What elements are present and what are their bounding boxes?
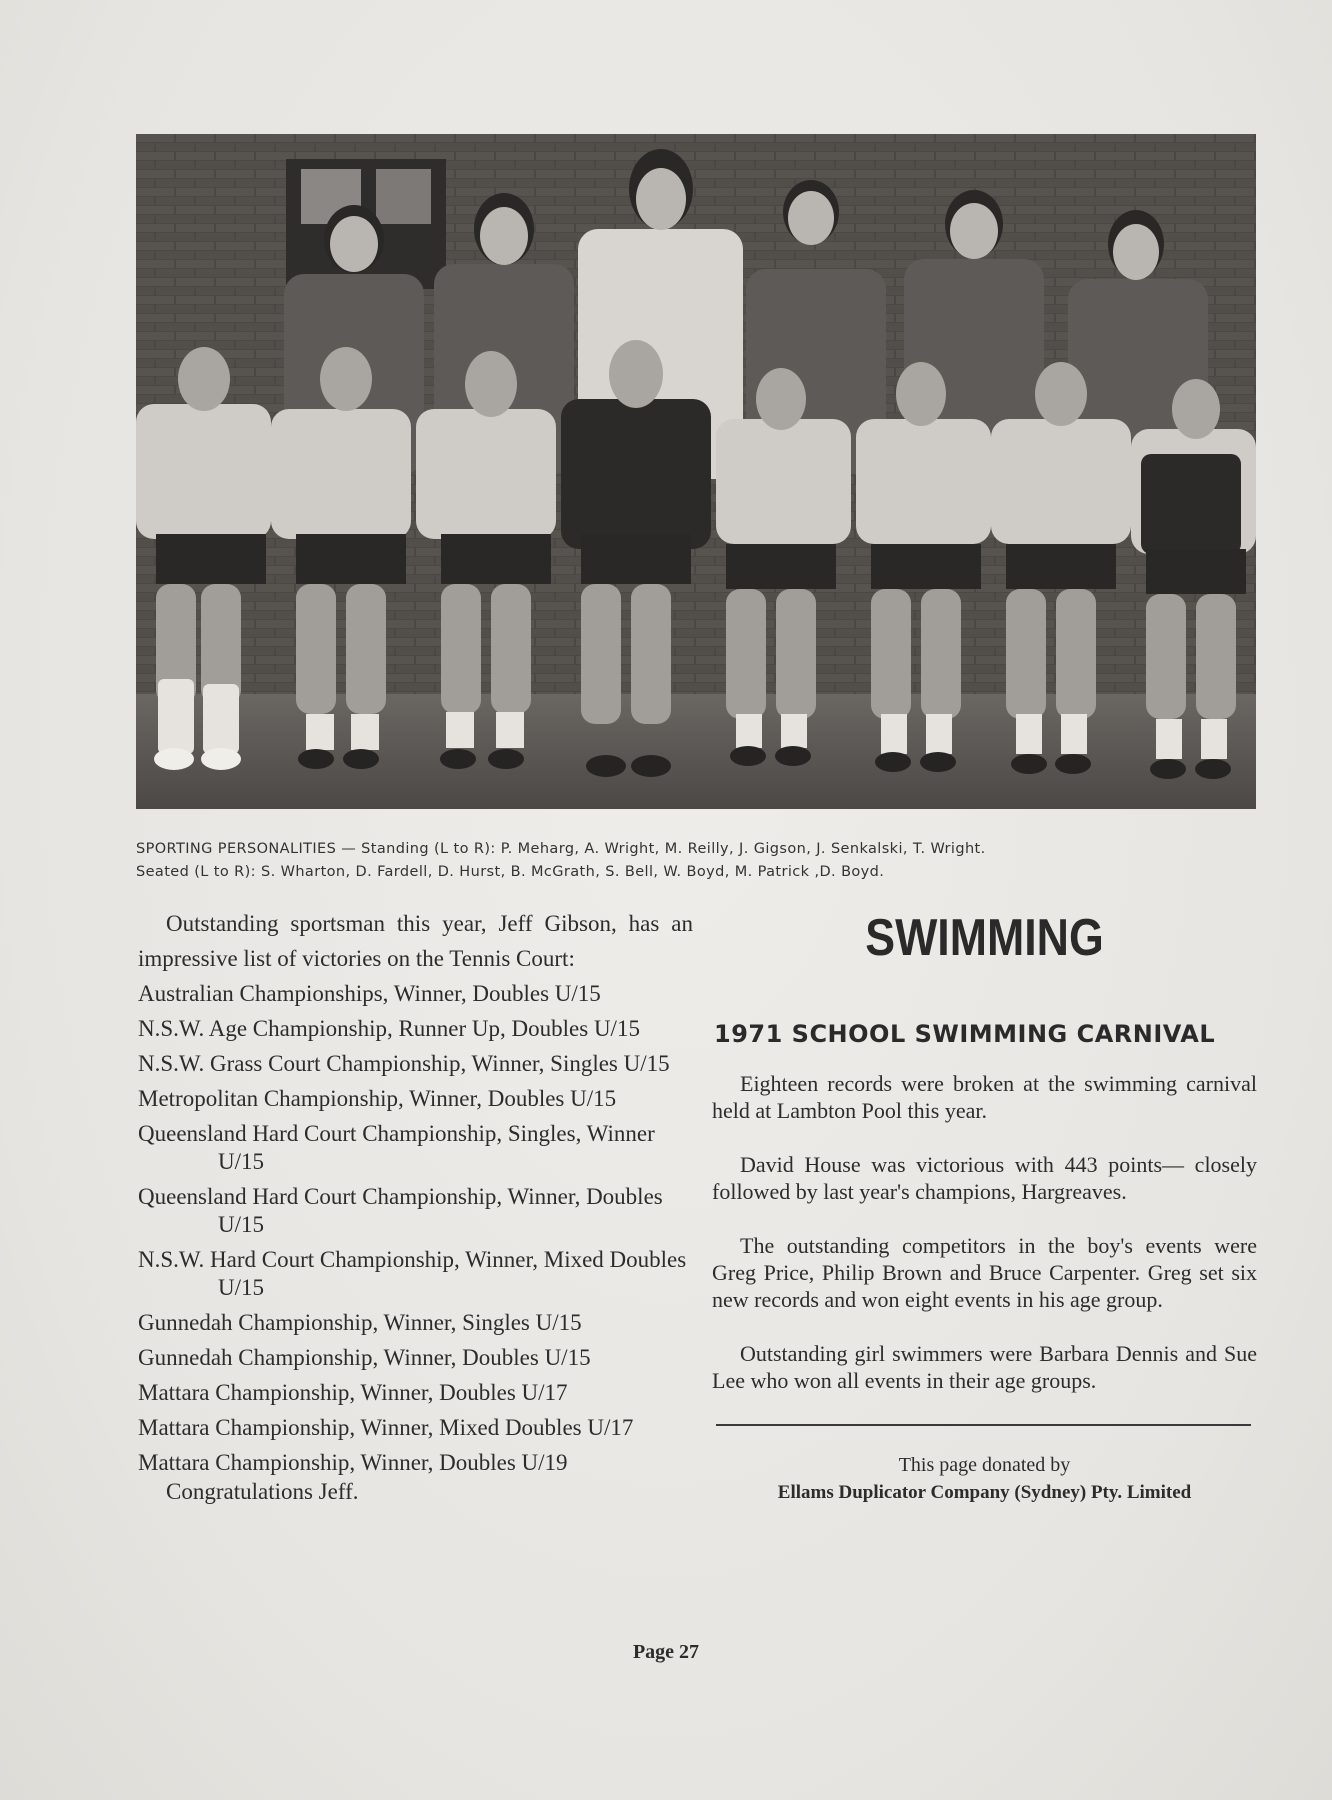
swimming-column (712, 906, 1257, 1506)
section-title: SWIMMING (865, 909, 1104, 967)
carnival-subtitle: 1971 SCHOOL SWIMMING CARNIVAL (714, 1020, 1216, 1048)
tennis-column (138, 906, 693, 1506)
swimming-paragraph: The outstanding competitors in the boy's events were Greg Price, Philip Brown and Bruce Carpenter. Greg set six new records and won eight events in his age group. (712, 1233, 1257, 1312)
caption-line-seated: Seated (L to R): S. Wharton, D. Fardell, D. Hurst, B. McGrath, S. Bell, W. Boyd, M. Patrick ,D. Boyd. (136, 864, 885, 880)
victory-item: N.S.W. Age Championship, Runner Up, Doubles U/15 (138, 1016, 640, 1041)
caption-standing-names: — Standing (L to R): P. Meharg, A. Wright, M. Reilly, J. Gigson, J. Senkalski, T. Wright. (341, 841, 986, 857)
victory-item: Queensland Hard Court Championship, Winner, Doubles U/15 (138, 1184, 663, 1237)
caption-line-standing (136, 838, 1266, 861)
victory-item: Australian Championships, Winner, Doubles U/15 (138, 981, 601, 1006)
victory-item: Queensland Hard Court Championship, Singles, Winner U/15 (138, 1121, 655, 1174)
group-photo-icon (136, 134, 1256, 809)
victory-item: Mattara Championship, Winner, Mixed Doubles U/17 (138, 1415, 634, 1440)
victory-item: Mattara Championship, Winner, Doubles U/17 (138, 1380, 568, 1405)
donated-label: This page donated by (898, 1454, 1071, 1476)
caption-lead: SPORTING PERSONALITIES (136, 841, 337, 857)
victory-item: Gunnedah Championship, Winner, Doubles U/15 (138, 1345, 591, 1370)
victory-item: Mattara Championship, Winner, Doubles U/19 (138, 1450, 568, 1475)
divider (716, 1424, 1251, 1426)
page-number: Page 27 (632, 1641, 700, 1663)
swimming-paragraph: Eighteen records were broken at the swimming carnival held at Lambton Pool this year. (712, 1071, 1257, 1123)
victory-item: N.S.W. Hard Court Championship, Winner, Mixed Doubles U/15 (138, 1247, 687, 1300)
swimming-paragraph: David House was victorious with 443 points— closely followed by last year's champions, Hargreaves. (712, 1152, 1257, 1204)
victory-item: N.S.W. Grass Court Championship, Winner, Singles U/15 (138, 1051, 670, 1076)
team-group-photo (136, 134, 1256, 809)
victory-list (138, 980, 693, 1477)
congratulations-text: Congratulations Jeff. (166, 1479, 359, 1504)
swimming-paragraph: Outstanding girl swimmers were Barbara Dennis and Sue Lee who won all events in their age groups. (712, 1341, 1257, 1393)
tennis-intro: Outstanding sportsman this year, Jeff Gibson, has an impressive list of victories on the Tennis Court: (138, 911, 693, 971)
victory-item: Metropolitan Championship, Winner, Doubles U/15 (138, 1086, 617, 1111)
victory-item: Gunnedah Championship, Winner, Singles U/15 (138, 1310, 582, 1335)
photo-caption (136, 838, 1266, 884)
donor-name: Ellams Duplicator Company (Sydney) Pty. Limited (777, 1482, 1192, 1503)
